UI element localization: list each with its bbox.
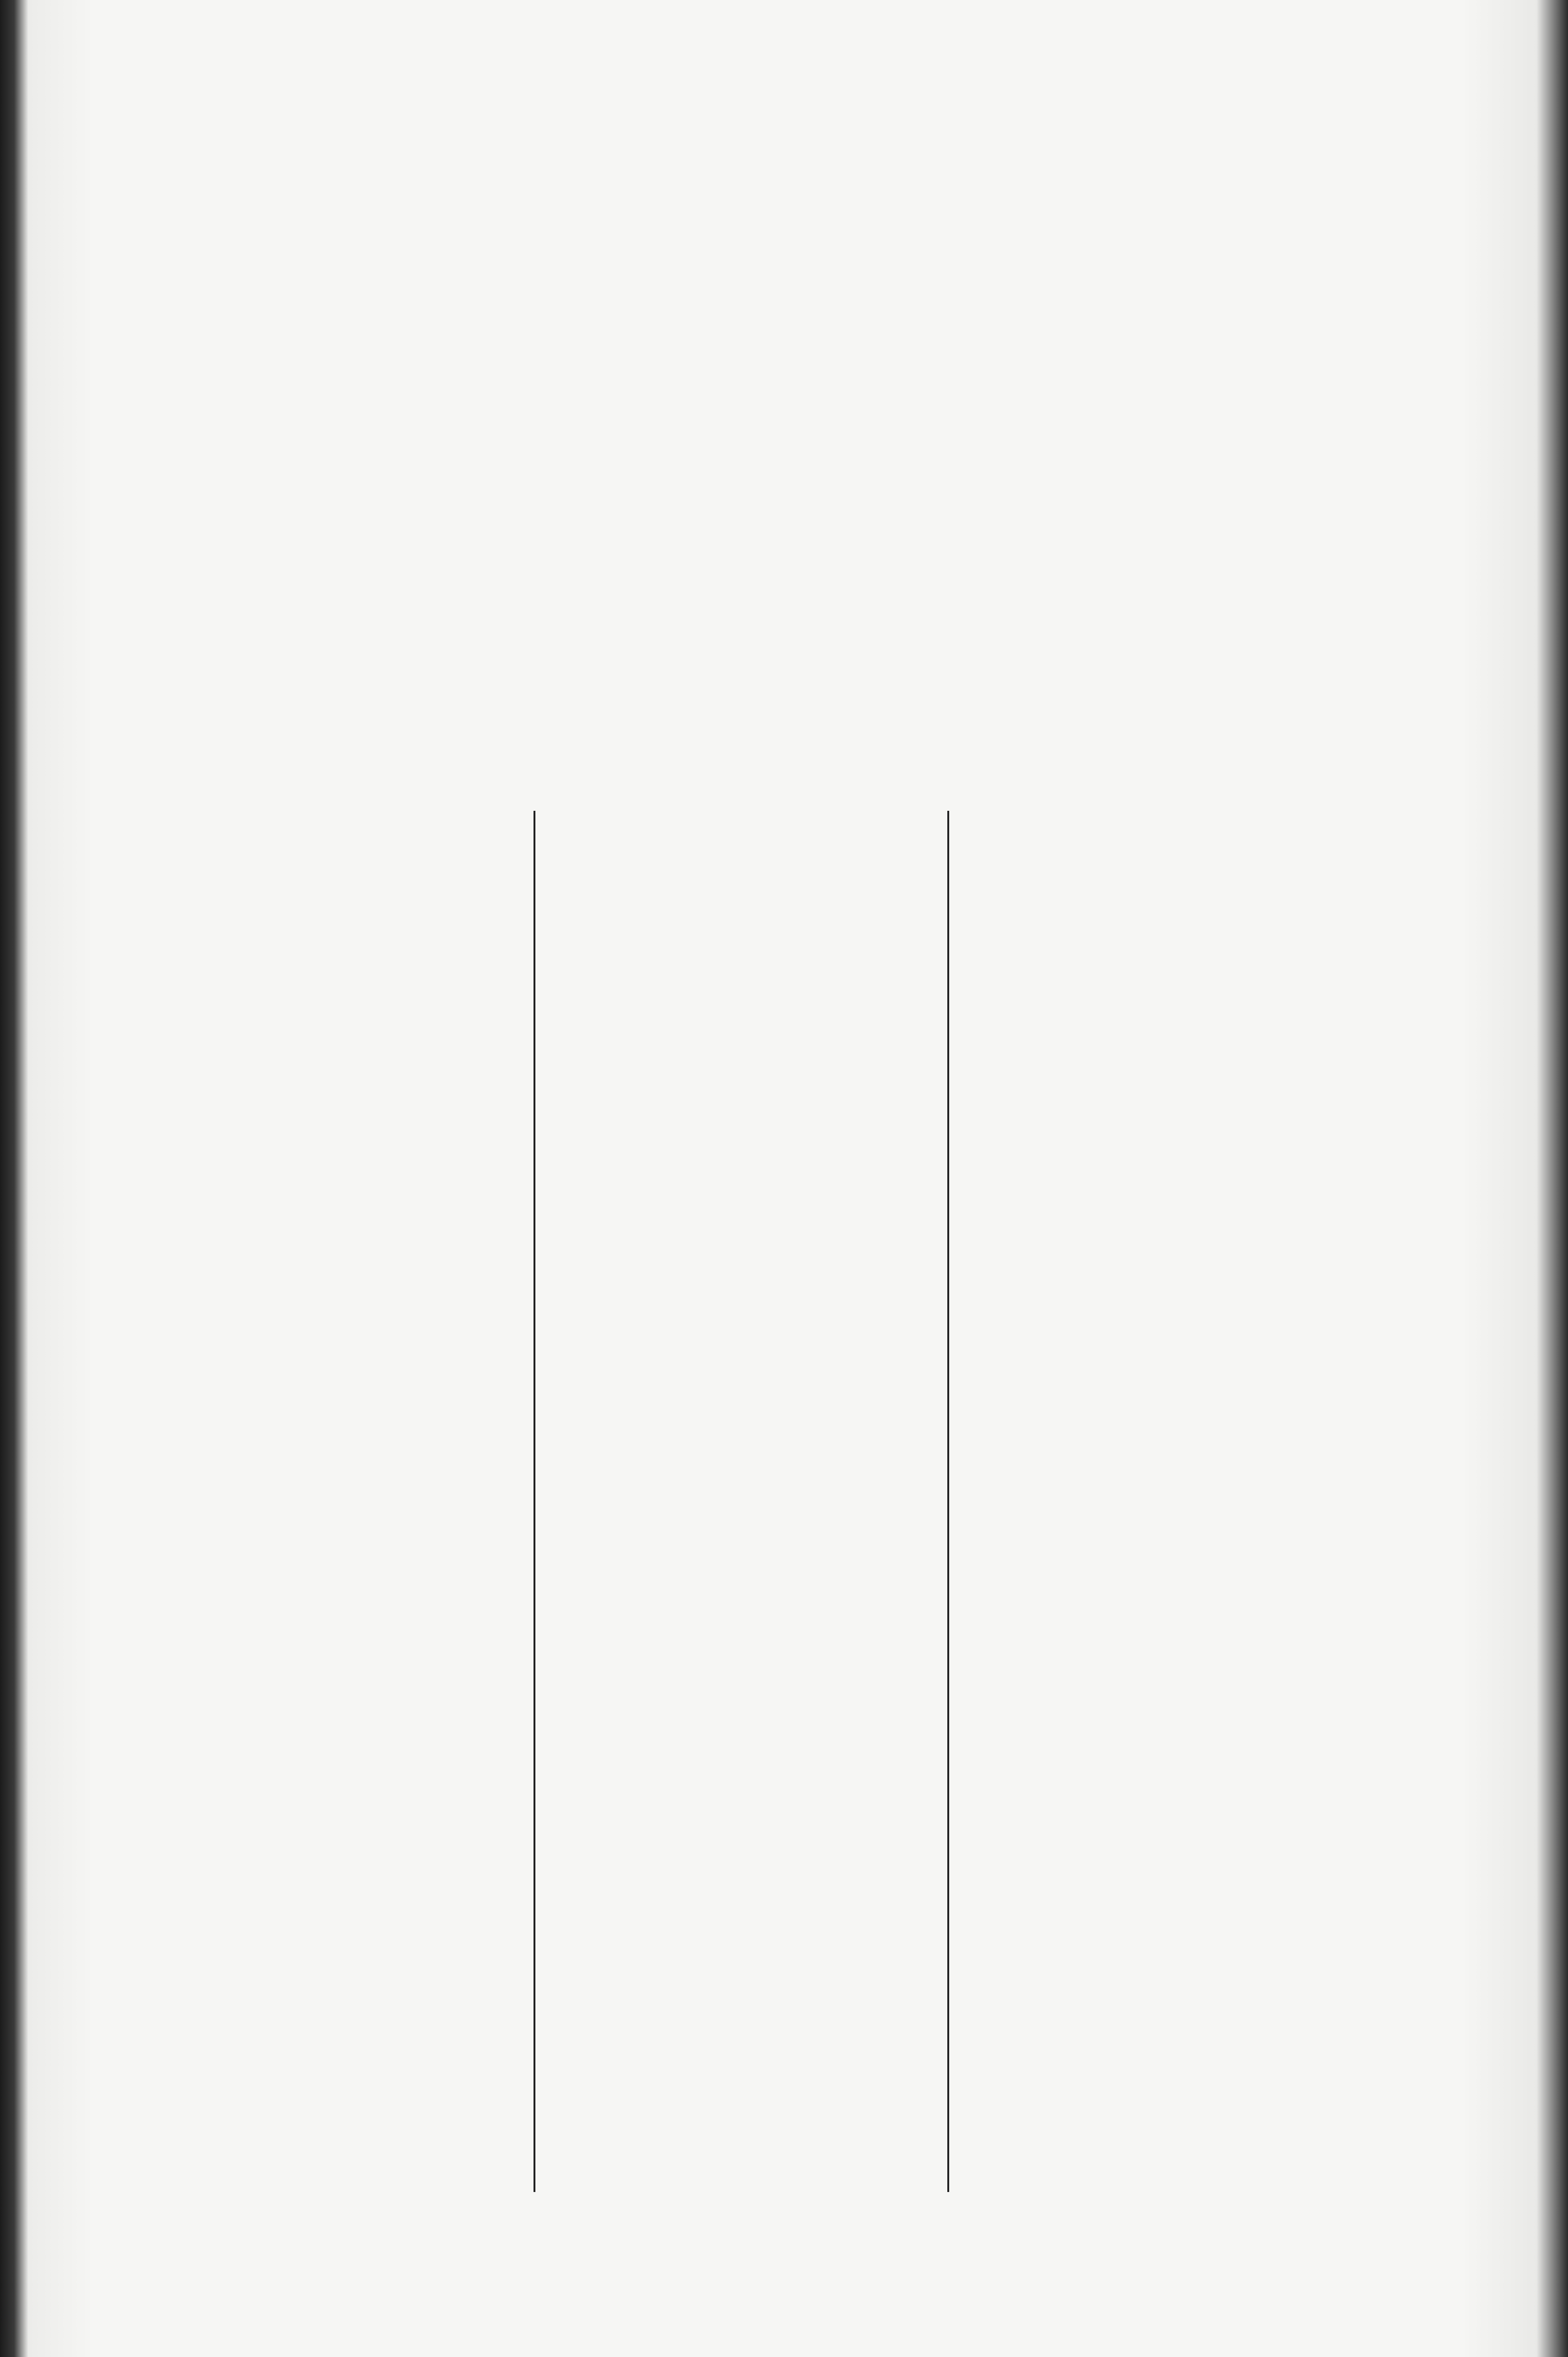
column-divider <box>947 811 949 2192</box>
running-head <box>372 163 1365 200</box>
column-divider <box>534 811 535 2192</box>
